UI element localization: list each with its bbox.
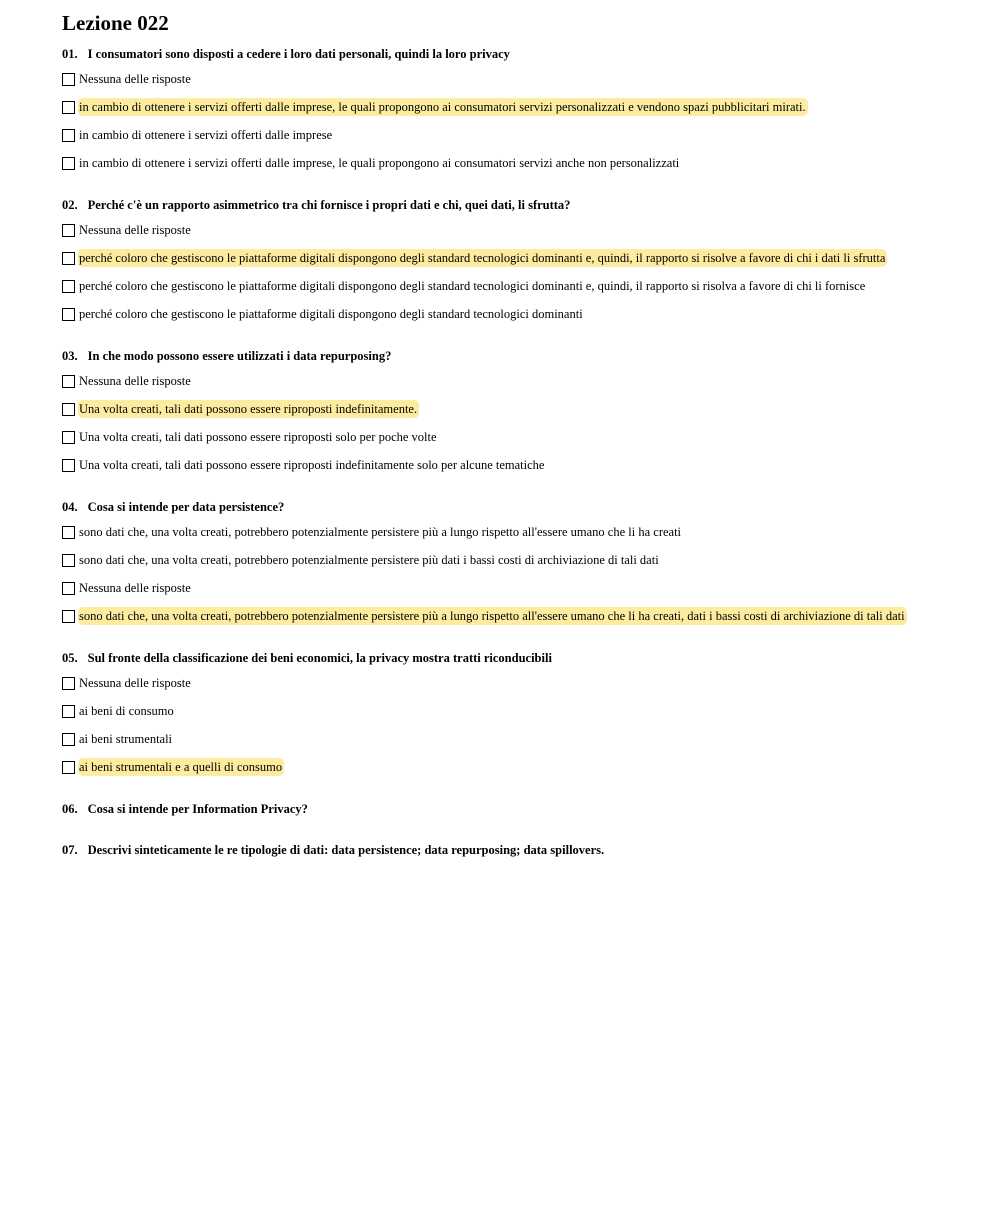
question-number: 05. xyxy=(62,651,78,665)
answer-option[interactable] xyxy=(62,697,962,725)
question-text xyxy=(62,348,962,364)
answer-checkbox[interactable] xyxy=(62,761,75,774)
question-text xyxy=(62,197,962,213)
answer-option[interactable] xyxy=(62,518,962,546)
answer-text: ai beni strumentali xyxy=(79,732,173,746)
answer-text: in cambio di ottenere i servizi offerti dalle imprese, le quali propongono ai consumatori servizi anche non personalizzati xyxy=(79,156,680,170)
answer-option[interactable] xyxy=(62,93,962,121)
answer-text: ai beni di consumo xyxy=(79,704,174,718)
answer-option[interactable] xyxy=(62,216,962,244)
question-text xyxy=(62,801,962,817)
answer-text-highlighted: sono dati che, una volta creati, potrebbero potenzialmente persistere più a lungo rispetto all'essere umano che li ha creati, dati i bassi costi di archiviazione di tali dati xyxy=(79,609,905,623)
question-text xyxy=(62,46,962,62)
answer-text: Nessuna delle risposte xyxy=(79,374,191,388)
answer-checkbox[interactable] xyxy=(62,459,75,472)
answer-text-highlighted: Una volta creati, tali dati possono essere riproposti indefinitamente. xyxy=(79,402,418,416)
question-label: Cosa si intende per Information Privacy? xyxy=(87,802,308,816)
answer-checkbox[interactable] xyxy=(62,73,75,86)
answer-checkbox[interactable] xyxy=(62,526,75,539)
answer-option[interactable] xyxy=(62,423,962,451)
answer-option[interactable] xyxy=(62,753,962,781)
answer-text: Nessuna delle risposte xyxy=(79,581,191,595)
lesson-title: Lezione 022 xyxy=(62,11,169,35)
quiz-page xyxy=(62,10,962,858)
question-number: 03. xyxy=(62,349,78,363)
question-list xyxy=(62,46,962,858)
answer-checkbox[interactable] xyxy=(62,280,75,293)
answer-option[interactable] xyxy=(62,149,962,177)
answer-text: perché coloro che gestiscono le piattaforme digitali dispongono degli standard tecnologici dominanti xyxy=(79,307,583,321)
answer-text: Nessuna delle risposte xyxy=(79,676,191,690)
answer-checkbox[interactable] xyxy=(62,129,75,142)
answer-option[interactable] xyxy=(62,546,962,574)
question-4 xyxy=(62,499,962,630)
answer-checkbox[interactable] xyxy=(62,403,75,416)
answer-option[interactable] xyxy=(62,574,962,602)
answer-option[interactable] xyxy=(62,669,962,697)
answer-text: perché coloro che gestiscono le piattaforme digitali dispongono degli standard tecnologici dominanti e, quindi, il rapporto si risolva a favore di chi li fornisce xyxy=(79,279,866,293)
answer-text-highlighted: ai beni strumentali e a quelli di consumo xyxy=(79,760,283,774)
answer-text: in cambio di ottenere i servizi offerti dalle imprese xyxy=(79,128,333,142)
answer-checkbox[interactable] xyxy=(62,705,75,718)
question-2 xyxy=(62,197,962,328)
answer-text: Nessuna delle risposte xyxy=(79,72,191,86)
question-number: 02. xyxy=(62,198,78,212)
answer-checkbox[interactable] xyxy=(62,677,75,690)
answer-text: Una volta creati, tali dati possono essere riproposti solo per poche volte xyxy=(79,430,437,444)
answer-text-highlighted: in cambio di ottenere i servizi offerti dalle imprese, le quali propongono ai consumatori servizi personalizzati e vendono spazi pubblicitari mirati. xyxy=(79,100,806,114)
answer-checkbox[interactable] xyxy=(62,101,75,114)
answer-options xyxy=(62,65,962,177)
answer-checkbox[interactable] xyxy=(62,554,75,567)
answer-checkbox[interactable] xyxy=(62,157,75,170)
answer-option[interactable] xyxy=(62,725,962,753)
answer-checkbox[interactable] xyxy=(62,582,75,595)
answer-checkbox[interactable] xyxy=(62,252,75,265)
question-6 xyxy=(62,801,962,817)
answer-checkbox[interactable] xyxy=(62,308,75,321)
answer-option[interactable] xyxy=(62,367,962,395)
answer-options xyxy=(62,367,962,479)
question-text xyxy=(62,842,962,858)
question-text xyxy=(62,650,962,666)
answer-text: Una volta creati, tali dati possono essere riproposti indefinitamente solo per alcune tematiche xyxy=(79,458,545,472)
answer-checkbox[interactable] xyxy=(62,610,75,623)
answer-checkbox[interactable] xyxy=(62,375,75,388)
question-label: In che modo possono essere utilizzati i data repurposing? xyxy=(87,349,392,363)
answer-checkbox[interactable] xyxy=(62,733,75,746)
answer-checkbox[interactable] xyxy=(62,431,75,444)
question-number: 01. xyxy=(62,47,78,61)
question-number: 06. xyxy=(62,802,78,816)
answer-option[interactable] xyxy=(62,65,962,93)
question-number: 07. xyxy=(62,843,78,857)
question-text xyxy=(62,499,962,515)
question-7 xyxy=(62,842,962,858)
answer-option[interactable] xyxy=(62,395,962,423)
answer-options xyxy=(62,669,962,781)
question-label: I consumatori sono disposti a cedere i loro dati personali, quindi la loro privacy xyxy=(87,47,510,61)
answer-text: sono dati che, una volta creati, potrebbero potenzialmente persistere più a lungo rispetto all'essere umano che li ha creati xyxy=(79,525,682,539)
answer-text: Nessuna delle risposte xyxy=(79,223,191,237)
answer-options xyxy=(62,216,962,328)
answer-option[interactable] xyxy=(62,451,962,479)
answer-option[interactable] xyxy=(62,300,962,328)
answer-text-highlighted: perché coloro che gestiscono le piattaforme digitali dispongono degli standard tecnologici dominanti e, quindi, il rapporto si risolve a favore di chi i dati li sfrutta xyxy=(79,251,886,265)
answer-option[interactable] xyxy=(62,272,962,300)
answer-option[interactable] xyxy=(62,121,962,149)
question-label: Cosa si intende per data persistence? xyxy=(87,500,285,514)
answer-options xyxy=(62,518,962,630)
question-3 xyxy=(62,348,962,479)
answer-text: sono dati che, una volta creati, potrebbero potenzialmente persistere più dati i bassi costi di archiviazione di tali dati xyxy=(79,553,659,567)
question-5 xyxy=(62,650,962,781)
question-label: Sul fronte della classificazione dei beni economici, la privacy mostra tratti riconducibili xyxy=(87,651,552,665)
answer-option[interactable] xyxy=(62,244,962,272)
answer-checkbox[interactable] xyxy=(62,224,75,237)
question-number: 04. xyxy=(62,500,78,514)
answer-option[interactable] xyxy=(62,602,962,630)
question-1 xyxy=(62,46,962,177)
question-label: Descrivi sinteticamente le re tipologie di dati: data persistence; data repurposing; data spillovers. xyxy=(87,843,605,857)
question-label: Perché c'è un rapporto asimmetrico tra chi fornisce i propri dati e chi, quei dati, li sfrutta? xyxy=(87,198,571,212)
